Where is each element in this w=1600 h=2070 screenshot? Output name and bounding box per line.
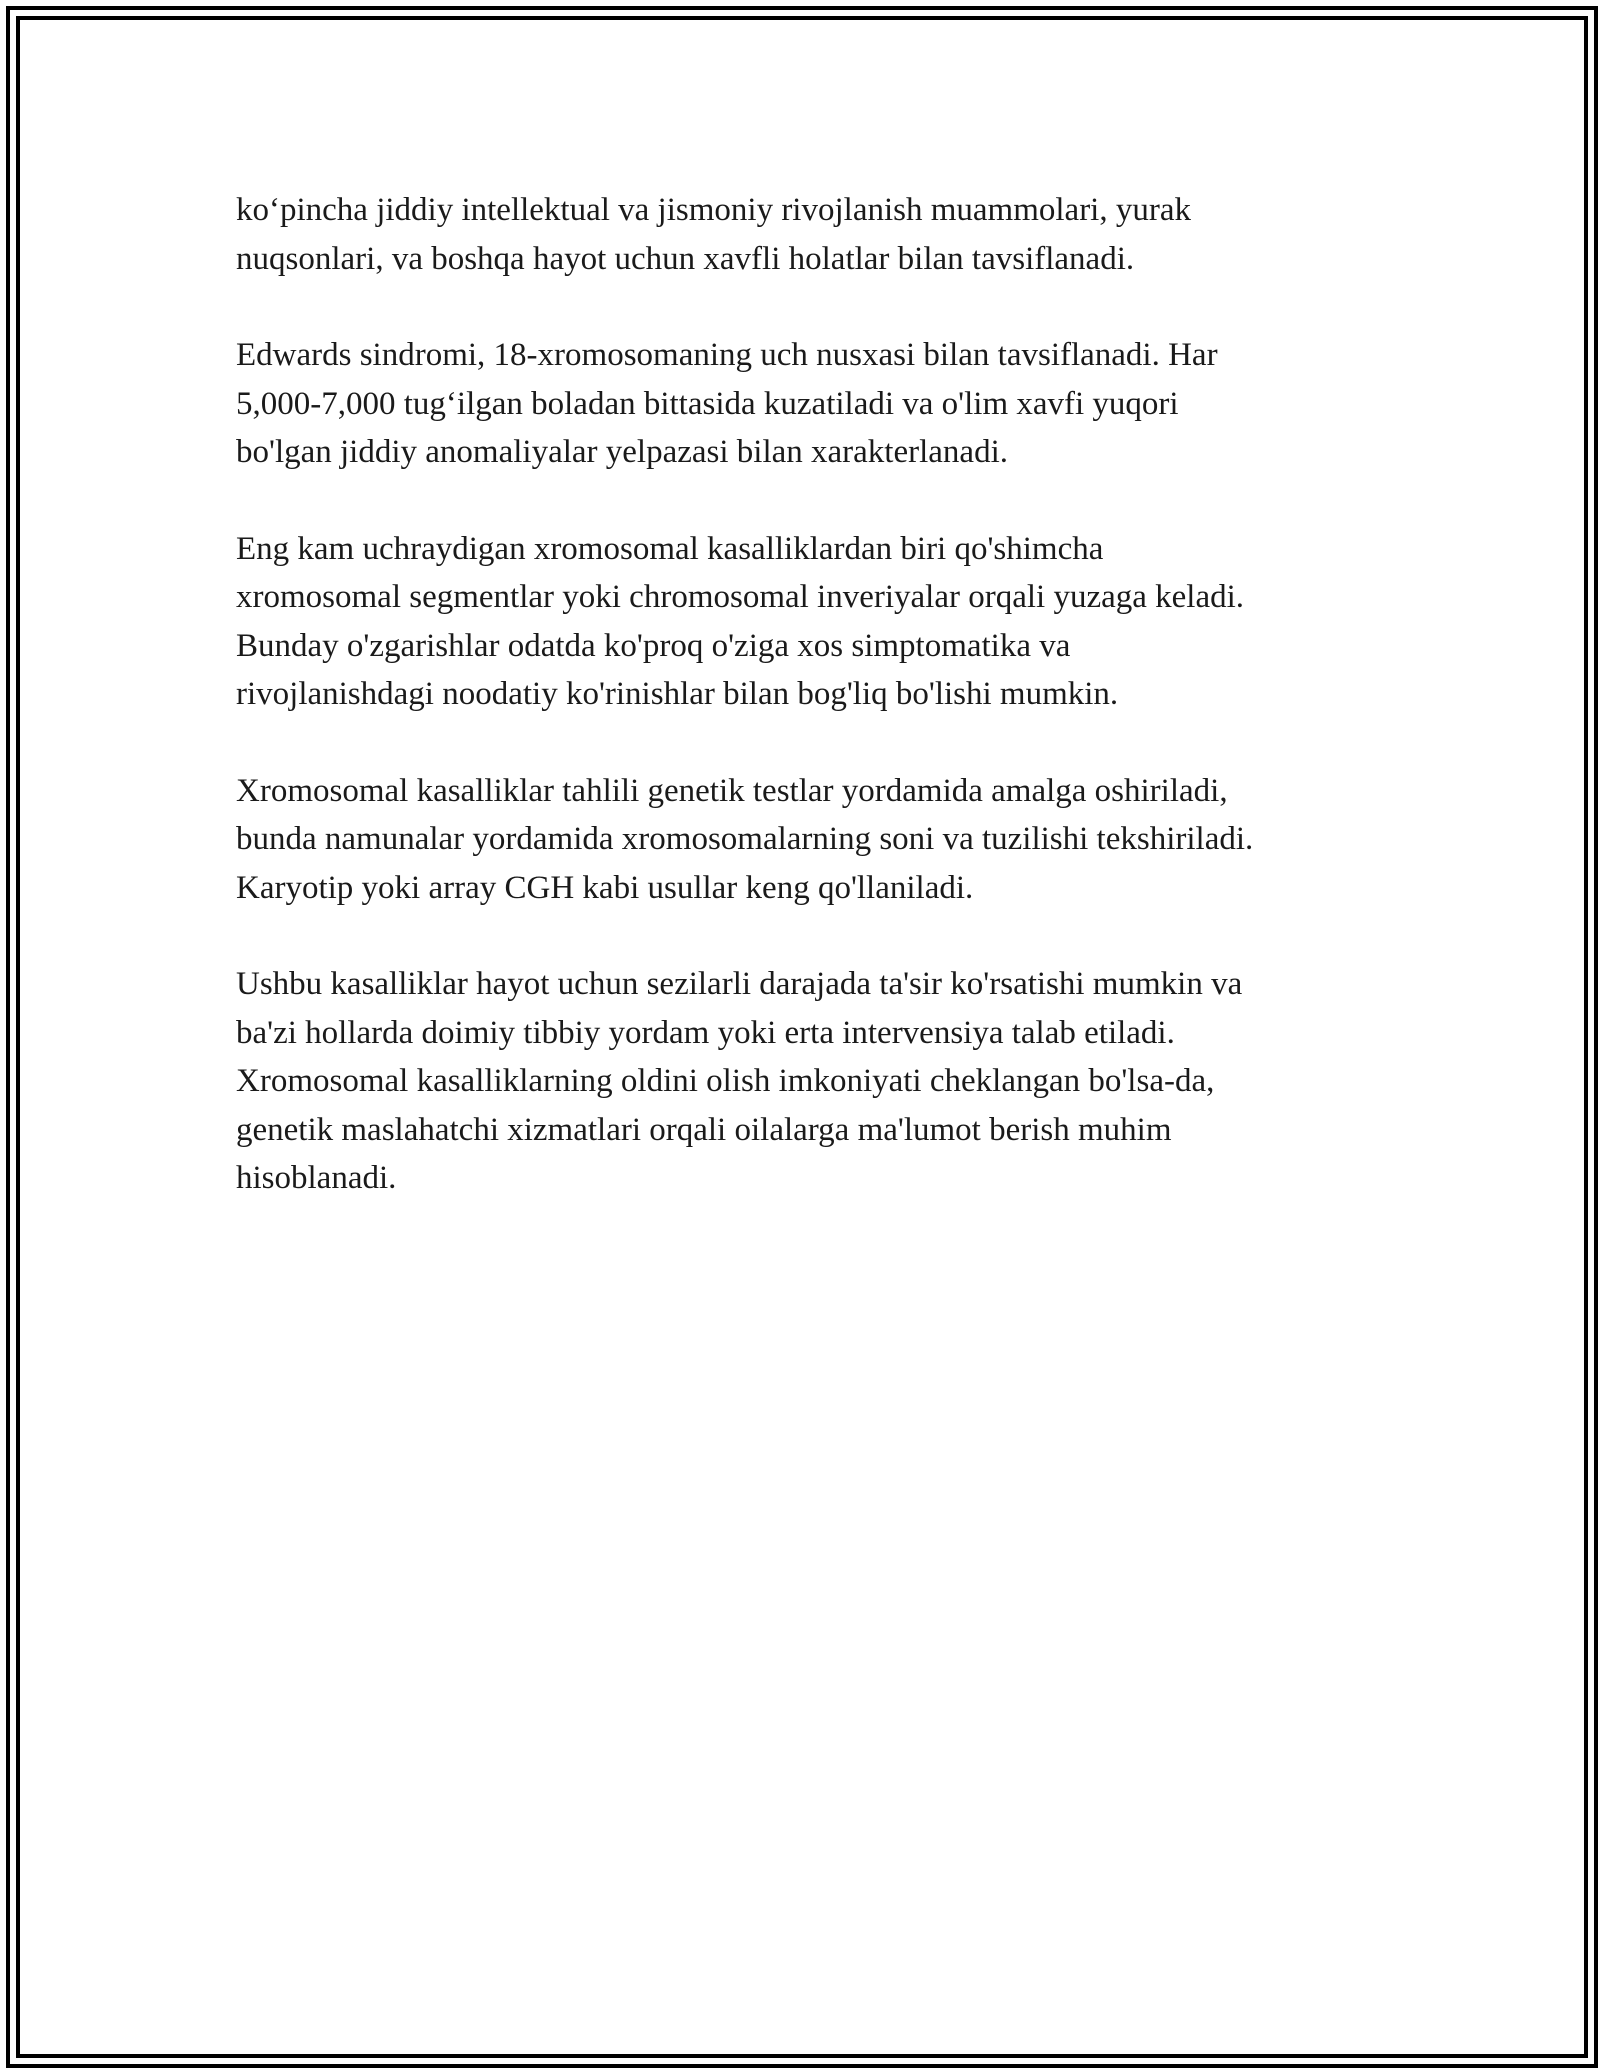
paragraph-2	[236, 331, 1396, 477]
text-line: Ushbu kasalliklar hayot uchun sezilarli darajada ta'sir ko'rsatishi mumkin va	[236, 966, 1243, 1002]
text-line: 5,000-7,000 tug‘ilgan boladan bittasida kuzatiladi va o'lim xavfi yuqori	[236, 385, 1179, 422]
text-line: rivojlanishdagi noodatiy ko'rinishlar bilan bog'liq bo'lishi mumkin.	[236, 676, 1119, 712]
paragraph-3	[236, 525, 1396, 719]
text-line: Xromosomal kasalliklar tahlili genetik testlar yordamida amalga oshiriladi,	[236, 772, 1228, 809]
text-line: Eng kam uchraydigan xromosomal kasalliklardan biri qo'shimcha	[236, 530, 1104, 567]
paragraph-5	[236, 960, 1396, 1203]
text-line: bo'lgan jiddiy anomaliyalar yelpazasi bilan xarakterlanadi.	[236, 434, 1008, 470]
text-line: ko‘pincha jiddiy intellektual va jismoniy rivojlanish muammolari, yurak	[236, 192, 1191, 228]
paragraph-1	[236, 186, 1396, 283]
text-line: xromosomal segmentlar yoki chromosomal inveriyalar orqali yuzaga keladi.	[236, 579, 1245, 615]
text-line: Karyotip yoki array CGH kabi usullar keng qo'llaniladi.	[236, 869, 974, 906]
text-line: genetik maslahatchi xizmatlari orqali oilalarga ma'lumot berish muhim	[236, 1111, 1172, 1148]
text-line: Bunday o'zgarishlar odatda ko'proq o'ziga xos simptomatika va	[236, 627, 1071, 664]
text-line: bunda namunalar yordamida xromosomalarning soni va tuzilishi tekshiriladi.	[236, 821, 1254, 857]
paragraph-4	[236, 767, 1396, 913]
text-line: ba'zi hollarda doimiy tibbiy yordam yoki erta intervensiya talab etiladi.	[236, 1014, 1175, 1051]
text-line: nuqsonlari, va boshqa hayot uchun xavfli holatlar bilan tavsiflanadi.	[236, 240, 1135, 277]
text-line: Xromosomal kasalliklarning oldini olish imkoniyati cheklangan bo'lsa-da,	[236, 1063, 1215, 1099]
text-line: Edwards sindromi, 18-xromosomaning uch nusxasi bilan tavsiflanadi. Har	[236, 337, 1218, 373]
text-line: hisoblanadi.	[236, 1160, 397, 1196]
document-body	[236, 186, 1396, 1251]
